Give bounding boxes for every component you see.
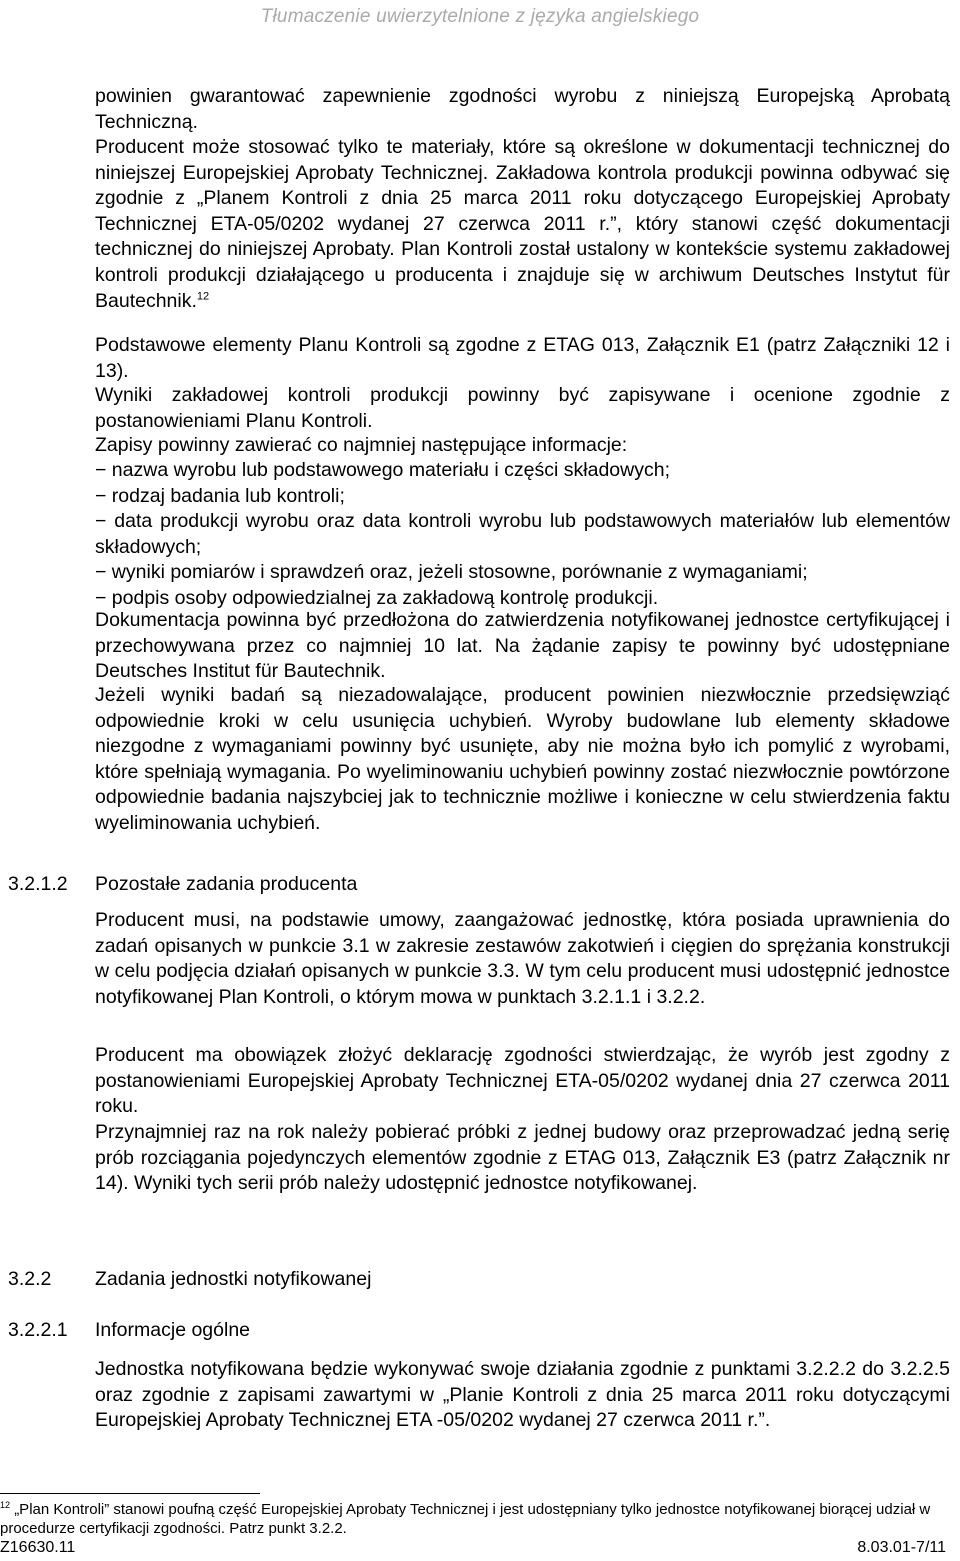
requirements-list xyxy=(95,458,950,612)
section-heading xyxy=(8,1267,372,1292)
page-reference: 8.03.01-7/11 xyxy=(857,1539,946,1556)
list-item: − data produkcji wyrobu oraz data kontroli wyrobu lub podstawowych materiałów lub elementów składowych; xyxy=(95,510,950,558)
section-heading xyxy=(8,1318,251,1343)
document-number: Z16630.11 xyxy=(0,1539,76,1556)
paragraph: powinien gwarantować zapewnienie zgodności wyrobu z niniejszą Europejską Aprobatą Techniczną. xyxy=(95,85,950,133)
footnote xyxy=(0,1500,950,1538)
section-title: Zadania jednostki notyfikowanej xyxy=(95,1268,372,1290)
list-item: − nazwa wyrobu lub podstawowego materiału i części składowych; xyxy=(95,459,670,481)
footnote-number: 12 xyxy=(0,1500,11,1510)
section-heading xyxy=(8,872,358,897)
section-number: 3.2.2 xyxy=(8,1268,52,1290)
footnote-separator xyxy=(0,1493,260,1494)
list-item: − wyniki pomiarów i sprawdzeń oraz, jeżeli stosowne, porównanie z wymaganiami; xyxy=(95,561,808,584)
section-title: Pozostałe zadania producenta xyxy=(95,873,358,895)
section-number: 3.2.1.2 xyxy=(8,873,68,895)
footnote-ref: 12 xyxy=(196,290,210,303)
page-header: Tłumaczenie uwierzytelnione z języka angielskiego xyxy=(260,6,700,27)
paragraph: Producent musi, na podstawie umowy, zaangażować jednostkę, która posiada uprawnienia do zadań opisanych w punkcie 3.1 w zakresie zestawów zakotwień i cięgien do sprężania konstrukcji w celu podjęcia działań opisanych w punkcie 3.3. W tym celu producent musi udostępnić jednostce notyfikowanej Plan Kontroli, o którym mowa w punktach 3.2.1.1 i 3.2.2. xyxy=(95,909,950,1008)
paragraph: Jeżeli wyniki badań są niezadowalające, producent powinien niezwłocznie przedsięwziąć odpowiednie kroki w celu usunięcia uchybień. Wyroby budowlane lub elementy składowe niezgodne z wymaganiami powinny być usunięte, aby nie można było ich pomylić z wyrobami, które spełniają wymagania. Po wyeliminowaniu uchybień powinny zostać niezwłocznie powtórzone odpowiednie badania najszybciej jak to technicznie możliwe i konieczne w celu stwierdzenia faktu wyeliminowania uchybień. xyxy=(95,684,950,834)
paragraph: Dokumentacja powinna być przedłożona do zatwierdzenia notyfikowanej jednostce certyfikującej i przechowywana przez co najmniej 10 lat. Na żądanie zapisy te powinny być udostępniane Deutsches Institut für Bautechnik. xyxy=(95,609,950,683)
footnote-text: „Plan Kontroli” stanowi poufną część Europejskiej Aprobaty Technicznej i jest udostępniany tylko jednostce notyfikowanej biorącej udział w procedurze certyfikacji zgodności. Patrz punkt 3.2.2. xyxy=(0,1501,931,1537)
paragraph: Podstawowe elementy Planu Kontroli są zgodne z ETAG 013, Załącznik E1 (patrz Załączniki 12 i 13). xyxy=(95,334,950,382)
list-item: − rodzaj badania lub kontroli; xyxy=(95,484,345,507)
paragraph: Jednostka notyfikowana będzie wykonywać swoje działania zgodnie z punktami 3.2.2.2 do 3.2.2.5 oraz zgodnie z zapisami zawartymi w „Planie Kontroli z dnia 25 marca 2011 roku dotyczącymi Europejskiej Aprobaty Technicznej ETA -05/0202 wydanej 27 czerwca 2011 r.”. xyxy=(95,1358,950,1432)
section-number: 3.2.2.1 xyxy=(8,1319,68,1341)
paragraph: Zapisy powinny zawierać co najmniej następujące informacje: xyxy=(95,434,628,456)
paragraph: Producent ma obowiązek złożyć deklarację zgodności stwierdzając, że wyrób jest zgodny z postanowieniami Europejskiej Aprobaty Technicznej ETA-05/0202 wydanej dnia 27 czerwca 2011 roku. xyxy=(95,1044,950,1118)
paragraph: Przynajmniej raz na rok należy pobierać próbki z jednej budowy oraz przeprowadzać jedną serię prób rozciągania pojedynczych elementów zgodnie z ETAG 013, Załącznik E3 (patrz Załącznik nr 14). Wyniki tych serii prób należy udostępnić jednostce notyfikowanej. xyxy=(95,1121,950,1195)
list-item: − podpis osoby odpowiedzialnej za zakładową kontrolę produkcji. xyxy=(95,586,659,609)
paragraph: Producent może stosować tylko te materiały, które są określone w dokumentacji technicznej do niniejszej Europejskiej Aprobaty Technicznej. Zakładowa kontrola produkcji powinna odbywać się zgodnie z „Planem Kontroli z dnia 25 marca 2011 roku dotyczącego Europejskiej Aprobaty Technicznej ETA-05/0202 wydanej 27 czerwca 2011 r.”, który stanowi część dokumentacji technicznej do niniejszej Aprobaty. Plan Kontroli został ustalony w kontekście systemu zakładowej kontroli produkcji działającego u producenta i znajduje się w archiwum Deutsches Instytut für Bautechnik.$^{12}$ xyxy=(95,136,950,312)
section-title: Informacje ogólne xyxy=(95,1319,251,1341)
paragraph: Wyniki zakładowej kontroli produkcji powinny być zapisywane i ocenione zgodnie z postanowieniami Planu Kontroli. xyxy=(95,384,950,432)
